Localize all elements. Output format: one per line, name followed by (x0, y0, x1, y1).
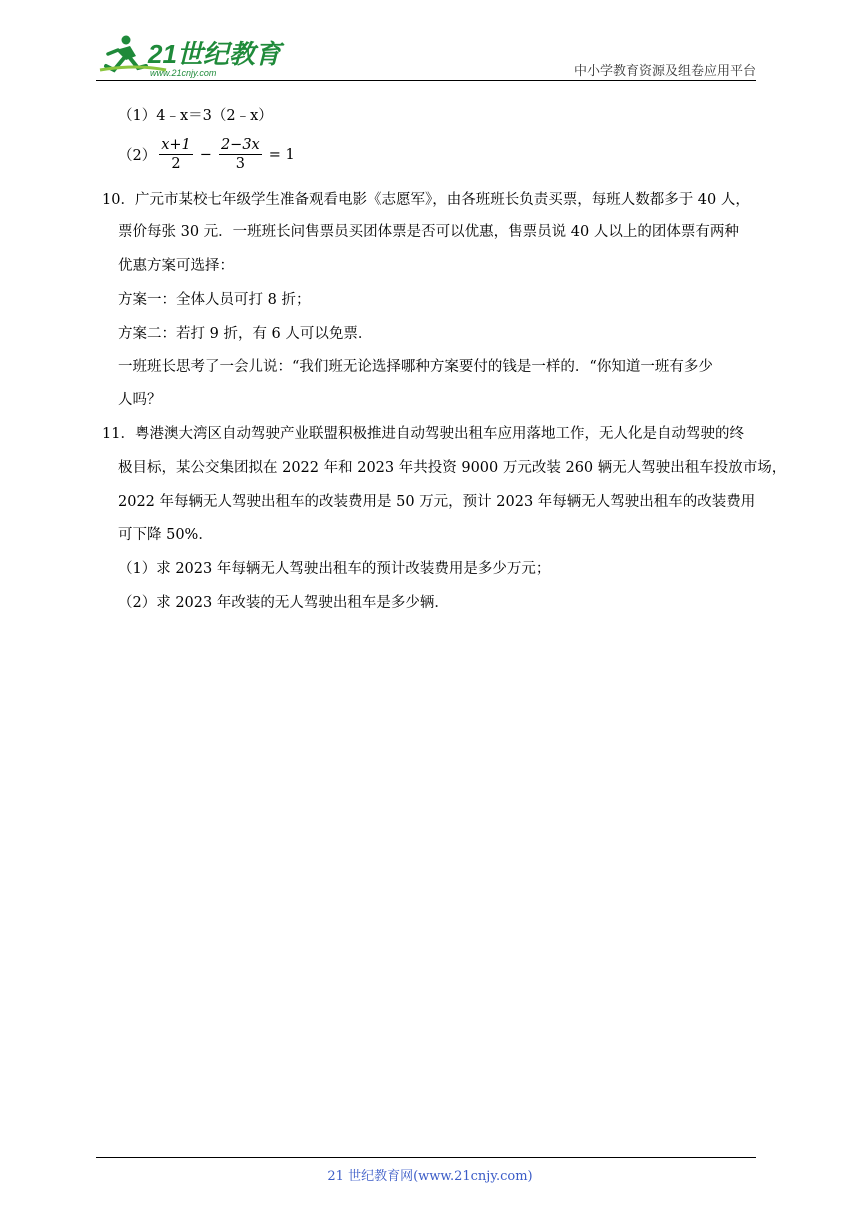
q9-part2-prefix: （2） (118, 148, 157, 164)
q10-line2: 票价每张 30 元．一班班长问售票员买团体票是否可以优惠，售票员说 40 人以上的团体票有两种 (118, 224, 739, 240)
q11-line4: 可下降 50%． (118, 527, 213, 543)
fraction-2-numerator: 2−3x (220, 137, 260, 153)
q11-part1: （1）求 2023 年每辆无人驾驶出租车的预计改装费用是多少万元； (118, 561, 551, 577)
minus-sign: − (199, 146, 212, 163)
site-name: 中小学教育资源及组卷应用平台 (573, 64, 756, 79)
q11-line1: 11．粤港澳大湾区自动驾驶产业联盟积极推进自动驾驶出租车应用落地工作，无人化是自动驾驶的终 (102, 426, 744, 442)
footer-text: 21 世纪教育网(www.21cnjy.com) (327, 1169, 533, 1184)
logo-text: 21世纪教育 (148, 39, 281, 69)
q9-part2 (118, 136, 295, 173)
equals-one: = 1 (268, 146, 295, 163)
page-header (96, 30, 756, 80)
fraction-2-denominator: 3 (235, 156, 245, 172)
q10-line4: 方案一：全体人员可打 8 折； (118, 292, 311, 308)
fraction-2 (219, 136, 262, 173)
q10-line6: 一班班长思考了一会儿说：“我们班无论选择哪种方案要付的钱是一样的．“你知道一班有多少 (118, 359, 713, 375)
q11-line3: 2022 年每辆无人驾驶出租车的改装费用是 50 万元，预计 2023 年每辆无人驾驶出租车的改装费用 (118, 494, 756, 510)
logo-url: www.21cnjy.com (150, 68, 217, 78)
header-divider (96, 80, 756, 81)
q10-line3: 优惠方案可选择： (118, 258, 234, 274)
q10-line1: 10．广元市某校七年级学生准备观看电影《志愿军》，由各班班长负责买票，每班人数都多于 40 人， (102, 192, 750, 208)
fraction-1 (159, 136, 193, 173)
q10-line7: 人吗？ (118, 392, 162, 408)
fraction-1-denominator: 2 (171, 156, 181, 172)
logo-21cnjy (96, 30, 281, 78)
q11-part2: （2）求 2023 年改装的无人驾驶出租车是多少辆． (118, 595, 449, 611)
q10-line5: 方案二：若打 9 折，有 6 人可以免票． (118, 326, 373, 342)
q11-line2: 极目标，某公交集团拟在 2022 年和 2023 年共投资 9000 万元改装 260 辆无人驾驶出租车投放市场， (118, 460, 787, 476)
footer-divider (96, 1157, 756, 1158)
q9-part1: （1）4﹣x＝3（2﹣x） (118, 108, 273, 124)
fraction-1-numerator: x+1 (161, 137, 191, 153)
